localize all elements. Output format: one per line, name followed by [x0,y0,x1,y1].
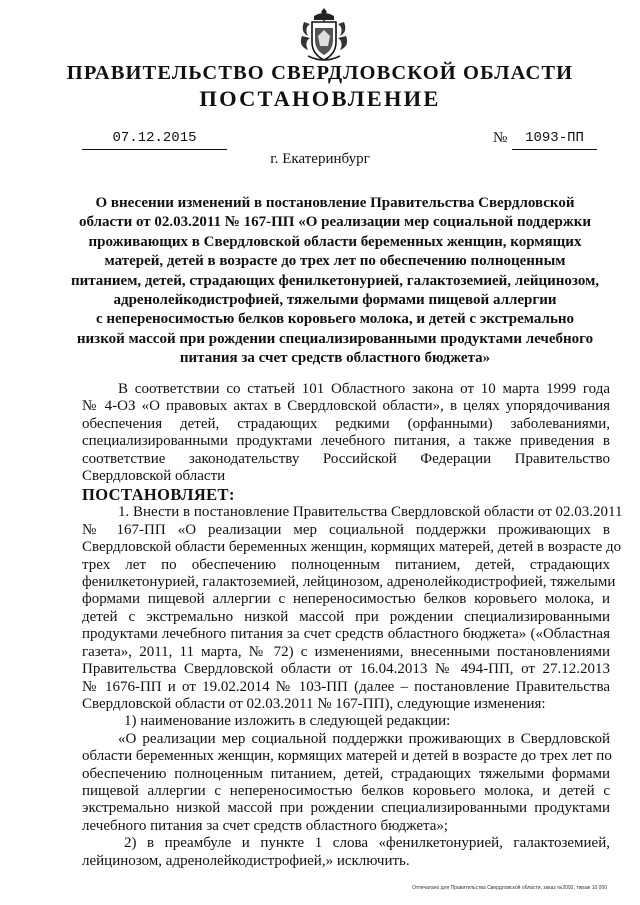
quote-line: лечебного питания за счет средств областного бюджета»; [82,817,449,834]
preamble-line: соответствие законодательству Российской Федерации Правительство [82,450,610,467]
title-line: адренолейкодистрофией, тяжелыми формами пищевой аллергии [113,292,557,309]
item-line: формами пищевой аллергии с непереносимостью белков коровьего молока, и [82,591,610,608]
issuing-authority: ПРАВИТЕЛЬСТВО СВЕРДЛОВСКОЙ ОБЛАСТИ [66,62,574,84]
item-line: продуктами лечебного питания за счет средств областного бюджета» («Областная [82,626,610,643]
item-line: трех лет по обеспечению полноценным питанием, детей, страдающих [82,556,610,573]
item-line: Свердловской области беременных женщин, кормящих матерей, детей в возрасте до [82,539,622,556]
title-line: О внесении изменений в постановление Правительства Свердловской [95,195,575,211]
item-line: № 1676-ПП и от 19.02.2014 № 103-ПП (далее – постановление Правительства [82,678,610,695]
title-line: проживающих в Свердловской области беременных женщин, кормящих [88,233,582,250]
resolves-heading: ПОСТАНОВЛЯЕТ: [82,485,235,505]
title-line: с непереносимостью белков коровьего молока, и детей с экстремально [95,311,575,328]
item-line: Свердловской области от 02.03.2011 № 167-ПП), следующие изменения: [82,695,546,712]
title-line: питанием, детей, страдающих фенилкетонурией, галактоземией, лейцинозом, [70,272,600,289]
quote-line: области беременных женщин, кормящих матерей и детей в возрасте до трех лет по [82,748,612,765]
document-type: ПОСТАНОВЛЕНИЕ [199,86,441,111]
document-title [58,194,612,369]
item-line: детей с экстремально низкой массой при рождении специализированными [82,608,610,625]
item-line: 1. Внести в постановление Правительства Свердловской области от 02.03.2011 [118,504,623,521]
item-line: фенилкетонурией, галактоземией, лейцинозом, адренолейкодистрофией, тяжелыми [82,574,616,591]
item-line: № 167-ПП «О реализации мер социальной поддержки проживающих в [82,521,610,538]
preamble-line: В соответствии со статьей 101 Областного закона от 10 марта 1999 года [118,381,610,397]
number-sign: № [493,130,508,146]
quote-line: обеспечению полноценным питанием, детей, страдающих тяжелыми формами [82,765,610,782]
preamble-line: Свердловской области [82,468,226,485]
preamble-line: обеспечения детей, страдающих редкими (орфанными) заболеваниями, [82,415,610,432]
subitem-line: 2) в преамбуле и пункте 1 слова «фенилкетонурией, галактоземией, [124,835,610,852]
document-body [82,381,623,870]
title-line: питания за счет средств областного бюджета» [179,350,491,367]
coat-of-arms-icon [298,6,350,64]
preamble-line: специализированными продуктами лечебного питания, а также приведения в [82,433,610,450]
item-line: Правительства Свердловской области от 16.04.2013 № 494-ПП, от 27.12.2013 [82,661,610,678]
title-line: области от 02.03.2011 № 167-ПП «О реализации мер социальной поддержки [79,214,591,231]
subitem-line: лейцинозом, адренолейкодистрофией,» исключить. [82,852,410,869]
title-line: матерей, детей в возрасте до трех лет по обеспечению полноценным [104,253,566,270]
quote-line: пищевой аллергии с непереносимостью белков коровьего молока, и детей с [82,782,610,799]
subitem-heading: 1) наименование изложить в следующей редакции: [124,713,451,730]
city-name: г. Екатеринбург [270,151,370,167]
document-number: 1093-ПП [512,130,597,150]
preamble-line: № 4-ОЗ «О правовых актах в Свердловской области», в целях упорядочивания [82,398,610,415]
quote-line: «О реализации мер социальной поддержки проживающих в Свердловской [118,730,610,747]
title-line: низкой массой при рождении специализированными продуктами лечебного [76,330,594,347]
print-footer: Отпечатано для Правительства Свердловской области, заказ №2092, тираж 10 000 [412,885,608,891]
quote-line: экстремально низкой массой при рождении специализированными продуктами [82,800,610,817]
document-date: 07.12.2015 [82,130,227,150]
coat-of-arms-emblem [298,6,350,64]
item-line: газета», 2011, 11 марта, № 72) с изменениями, внесенными постановлениями [82,643,610,660]
